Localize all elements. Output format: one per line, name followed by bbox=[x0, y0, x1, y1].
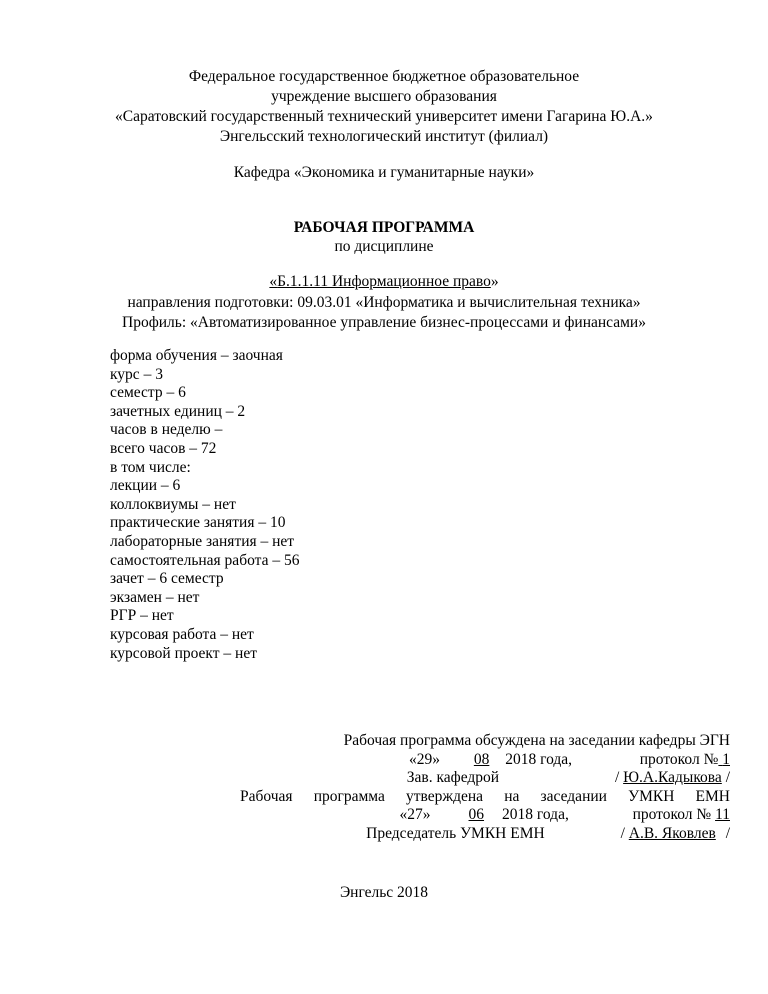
header-line-3: «Саратовский государственный технический университет имени Гагарина Ю.А.» bbox=[115, 108, 653, 125]
approval-protocol-2-number: 11 bbox=[715, 806, 730, 824]
approval-date-1-month: 08 bbox=[473, 750, 490, 768]
course-info-item: лекции – 6 bbox=[110, 477, 181, 495]
department: Кафедра «Экономика и гуманитарные науки» bbox=[233, 164, 535, 181]
course-info-item: практические занятия – 10 bbox=[110, 514, 286, 532]
approval-protocol-1-label: протокол № bbox=[639, 750, 719, 768]
approval-chair-name: А.В. Яковлев bbox=[628, 824, 716, 842]
course-info-item: зачетных единиц – 2 bbox=[110, 402, 246, 420]
course-info-item: лабораторные занятия – нет bbox=[110, 532, 295, 550]
course-info-item: в том числе: bbox=[110, 458, 191, 476]
course-info-item: курсовой проект – нет bbox=[110, 644, 257, 662]
approval-head-name: Ю.А.Кадыкова bbox=[623, 769, 722, 787]
approval-approved: Рабочая программа утверждена на заседании УМКН ЕМН bbox=[240, 787, 730, 805]
approval-head: Зав. кафедрой / Ю.А.Кадыкова / bbox=[406, 769, 730, 787]
footer-city-year: Энгельс 2018 bbox=[339, 884, 429, 901]
course-info-item: самостоятельная работа – 56 bbox=[110, 551, 300, 569]
approval-head-signature-line bbox=[503, 769, 615, 786]
approval-chair-label: Председатель УМКН ЕМН bbox=[366, 824, 545, 842]
approval-chair-signature-line bbox=[549, 825, 621, 842]
course-info-item: семестр – 6 bbox=[110, 384, 186, 402]
approval-date-2-day: «27» bbox=[399, 806, 431, 824]
approval-chair: Председатель УМКН ЕМН / А.В. Яковлев / bbox=[366, 824, 730, 842]
document-title: РАБОЧАЯ ПРОГРАММА bbox=[293, 219, 475, 236]
course-info-item: экзамен – нет bbox=[110, 588, 200, 606]
approval-date-1 bbox=[240, 751, 730, 770]
course-info-item: всего часов – 72 bbox=[110, 439, 217, 457]
header-line-2: учреждение высшего образования bbox=[271, 88, 497, 105]
document-subtitle: по дисциплине bbox=[334, 238, 434, 255]
course-info-item: зачет – 6 семестр bbox=[110, 570, 224, 588]
course-info-item: курсовая работа – нет bbox=[110, 625, 254, 643]
discipline-title: Б.1.1.11 Информационное право bbox=[277, 273, 491, 290]
profile: Профиль: «Автоматизированное управление бизнес-процессами и финансами» bbox=[122, 314, 646, 331]
approval-head-label: Зав. кафедрой bbox=[406, 769, 500, 787]
header-line-1: Федеральное государственное бюджетное образовательное bbox=[188, 68, 580, 85]
course-info-item: курс – 3 bbox=[110, 365, 163, 383]
approval-date-1-day: «29» bbox=[408, 750, 440, 768]
course-info-item: форма обучения – заочная bbox=[110, 347, 283, 364]
course-info-list bbox=[110, 347, 299, 663]
approval-discussed: Рабочая программа обсуждена на заседании кафедры ЭГН bbox=[343, 732, 730, 749]
approval-date-2 bbox=[240, 806, 730, 825]
approval-date-2-year: 2018 года, bbox=[502, 806, 569, 824]
discipline-open-quote: « bbox=[269, 273, 278, 290]
discipline-close-quote: » bbox=[490, 273, 499, 290]
approval-protocol-2-label: протокол № bbox=[632, 806, 712, 824]
approval-date-1-year: 2018 года, bbox=[505, 750, 573, 768]
course-info-item: РГР – нет bbox=[110, 607, 174, 625]
course-info-item: коллоквиумы – нет bbox=[110, 495, 236, 513]
approval-protocol-1-number: 1 bbox=[722, 750, 730, 768]
course-info-item: часов в неделю – bbox=[110, 421, 223, 439]
approval-block bbox=[240, 732, 730, 844]
approval-date-2-month: 06 bbox=[468, 806, 485, 824]
direction: направления подготовки: 09.03.01 «Информатика и вычислительная техника» bbox=[127, 294, 641, 311]
discipline-name bbox=[0, 273, 768, 291]
header-line-4: Энгельсский технологический институт (филиал) bbox=[219, 128, 549, 145]
